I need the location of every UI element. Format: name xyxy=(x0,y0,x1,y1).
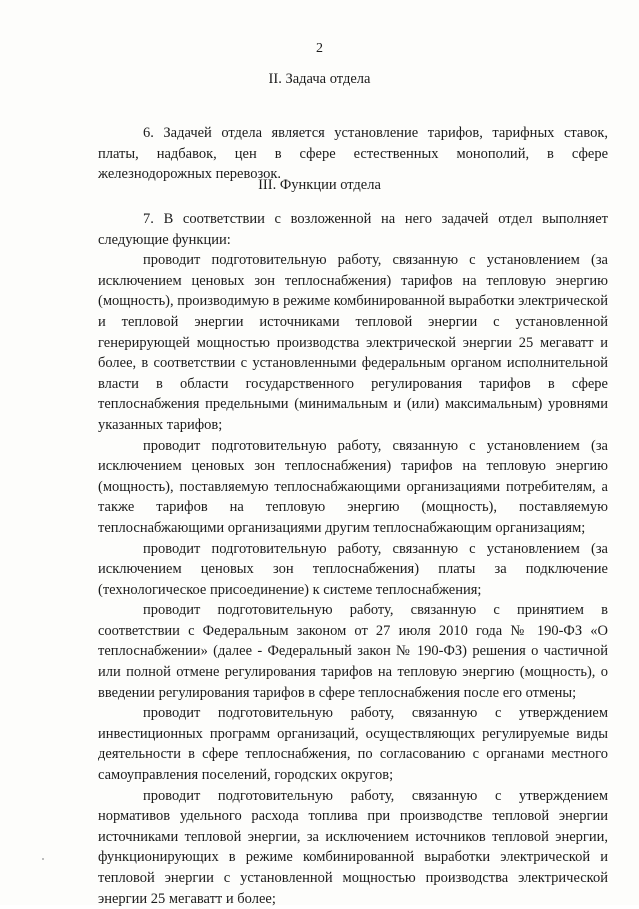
paragraph-7-intro: 7. В соответствии с возложенной на него задачей отдел выполняет следующие функции: xyxy=(98,211,608,248)
page-number: 2 xyxy=(316,41,323,56)
function-item: проводит подготовительную работу, связанную с утверждением инвестиционных программ организаций, осуществляющих регулируемые виды деятельности в сфере теплоснабжения, по согласованию с органами местного самоуправления поселений, городских округов; xyxy=(98,705,608,784)
scan-speck xyxy=(42,858,44,860)
function-item: проводит подготовительную работу, связанную с утверждением нормативов удельного расхода топлива при производстве тепловой энергии источниками тепловой энергии, за исключением источников тепловой энергии, функционирующих в режиме комбинированной выработки электрической и тепловой энергии с установленной мощностью производства электрической энергии 25 мегаватт и более; xyxy=(98,787,608,907)
function-item: проводит подготовительную работу, связанную с установлением (за исключением ценовых зон теплоснабжения) платы за подключение (технологическое присоединение) к системе теплоснабжения; xyxy=(98,540,608,598)
functions-section xyxy=(98,209,608,909)
function-item: проводит подготовительную работу, связанную с принятием в соответствии с Федеральным законом от 27 июля 2010 года № 190-ФЗ «О теплоснабжении» (далее - Федеральный закон № 190-ФЗ) решения о частичной или полной отмене регулирования тарифов на тепловую энергию (мощность), о введении регулирования тарифов в сфере теплоснабжения после его отмены; xyxy=(98,602,608,701)
function-item: проводит подготовительную работу, связанную с установлением (за исключением ценовых зон теплоснабжения) тарифов на тепловую энергию (мощность), поставляемую теплоснабжающими организациями потребителям, а также тарифов на тепловую энергию (мощность), поставляемую теплоснабжающими организациями другим теплоснабжающим организациям; xyxy=(98,437,608,536)
function-item: проводит подготовительную работу, связанную с установлением (за исключением ценовых зон теплоснабжения) тарифов на тепловую энергию (мощность), производимую в режиме комбинированной выработки электрической и тепловой энергии источниками тепловой энергии с установленной генерирующей мощностью производства электрической энергии 25 мегаватт и более, в соответствии с установленными федеральным органом исполнительной власти в области государственного регулирования тарифов в сфере теплоснабжения предельными (минимальным и (или) максимальным) уровнями указанных тарифов; xyxy=(98,252,608,433)
paragraph-6: 6. Задачей отдела является установление тарифов, тарифных ставок, платы, надбавок, цен в сфере естественных монополий, в сфере железнодорожных перевозок. xyxy=(98,125,608,183)
task-section xyxy=(98,123,608,185)
section-heading-functions: III. Функции отдела xyxy=(258,177,381,193)
section-heading-task: II. Задача отдела xyxy=(268,71,371,87)
